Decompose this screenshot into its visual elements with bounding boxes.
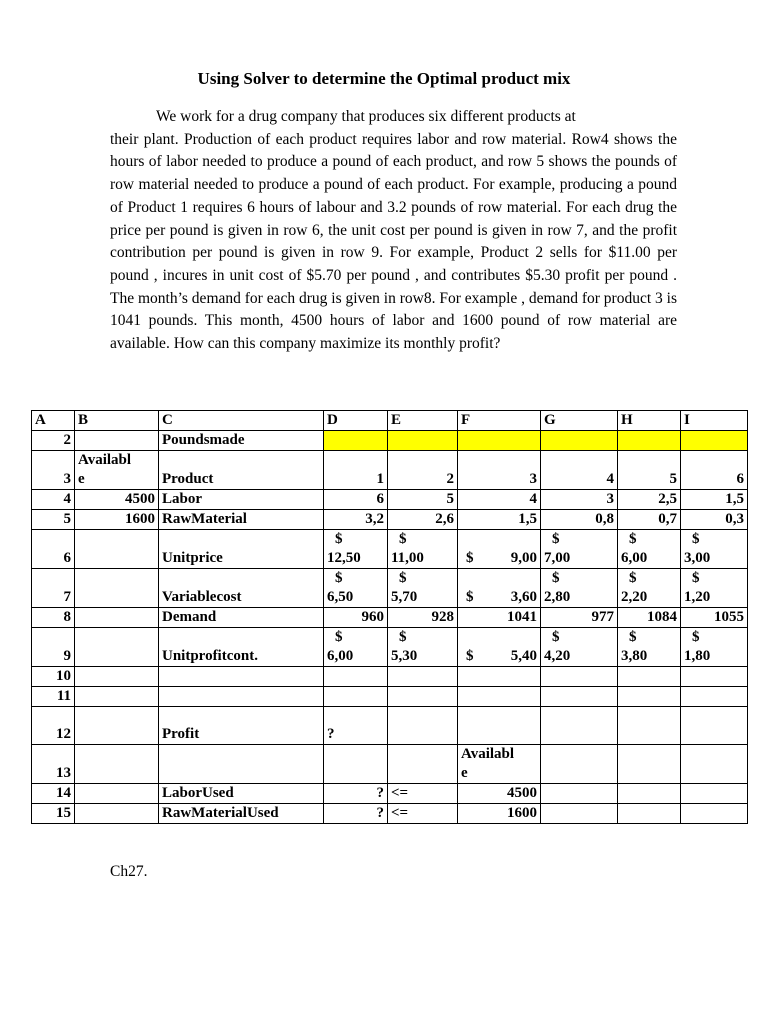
cell: 4500	[75, 490, 159, 510]
row-label: Product	[159, 451, 324, 490]
row-label: Profit	[159, 707, 324, 745]
cell	[618, 804, 681, 824]
money-value: 1,20	[684, 589, 711, 605]
money-cell	[681, 530, 748, 569]
currency-symbol: $	[466, 589, 474, 605]
currency-symbol: $	[335, 531, 343, 547]
row-number: 3	[32, 451, 75, 490]
cell: 1041	[458, 608, 541, 628]
cell	[324, 667, 388, 687]
cell: 0,8	[541, 510, 618, 530]
cell	[75, 804, 159, 824]
profit-cell: ?	[324, 707, 388, 745]
row-label: Unitprice	[159, 530, 324, 569]
paragraph-line: $5.30 profit per pound . The month’s demand for each drug is given in row8.	[110, 266, 678, 307]
row-number: 6	[32, 530, 75, 569]
money-cell	[458, 530, 541, 569]
cell	[618, 687, 681, 707]
cell	[618, 745, 681, 784]
row-number: 13	[32, 745, 75, 784]
row-label: Poundsmade	[159, 431, 324, 451]
cell: 977	[541, 608, 618, 628]
cell	[75, 530, 159, 569]
cell	[681, 687, 748, 707]
cell	[388, 745, 458, 784]
table-row	[32, 628, 748, 667]
paragraph-line: contribution per pound is given in row 9. For example, Product 2 sells for	[110, 244, 602, 262]
column-header: E	[388, 411, 458, 431]
cell: 6	[681, 451, 748, 490]
decision-cell	[388, 431, 458, 451]
cell	[75, 687, 159, 707]
row-label: Variablecost	[159, 569, 324, 608]
cell	[681, 707, 748, 745]
money-value: 3,60	[510, 589, 537, 605]
currency-symbol: $	[629, 629, 637, 645]
cell	[75, 707, 159, 745]
currency-symbol: $	[399, 570, 407, 586]
cell	[159, 745, 324, 784]
table-row	[32, 608, 748, 628]
money-cell	[324, 530, 388, 569]
cell: 1	[324, 451, 388, 490]
cell	[681, 745, 748, 784]
money-value: 12,50	[327, 550, 361, 566]
cell-line: Availabl	[78, 452, 132, 468]
cell	[388, 687, 458, 707]
cell-line: e	[461, 765, 468, 781]
money-value: 4,20	[544, 648, 571, 664]
money-value: 3,80	[621, 648, 648, 664]
decision-cell	[618, 431, 681, 451]
table-row	[32, 510, 748, 530]
cell: 928	[388, 608, 458, 628]
row-label: Labor	[159, 490, 324, 510]
paragraph-line: labour and 3.2 pounds of row material. For each drug the price per pound is	[110, 198, 678, 239]
row-label: LaborUsed	[159, 784, 324, 804]
cell: 0,7	[618, 510, 681, 530]
money-value: 6,50	[327, 589, 354, 605]
money-value: 5,30	[391, 648, 418, 664]
paragraph-line: product. For example, producing a pound of Product 1 requires 6 hours of	[110, 176, 678, 216]
table-row	[32, 687, 748, 707]
currency-symbol: $	[466, 648, 474, 664]
money-cell	[388, 569, 458, 608]
money-value: 2,80	[544, 589, 571, 605]
money-cell	[388, 628, 458, 667]
money-cell	[541, 530, 618, 569]
currency-symbol: $	[629, 531, 637, 547]
cell	[75, 569, 159, 608]
cell	[541, 784, 618, 804]
cell: ?	[324, 804, 388, 824]
chapter-footer: Ch27.	[110, 863, 148, 880]
cell: 1084	[618, 608, 681, 628]
cell: 5	[618, 451, 681, 490]
table-row	[32, 804, 748, 824]
table-row	[32, 784, 748, 804]
row-number: 11	[32, 687, 75, 707]
table-row	[32, 707, 748, 745]
row-number: 14	[32, 784, 75, 804]
cell: 3	[541, 490, 618, 510]
money-cell	[324, 569, 388, 608]
cell-line: Availabl	[461, 746, 515, 762]
row-number: 4	[32, 490, 75, 510]
document-title: Using Solver to determine the Optimal product mix	[197, 69, 571, 88]
table-row	[32, 490, 748, 510]
cell: <=	[388, 804, 458, 824]
decision-cell	[541, 431, 618, 451]
money-cell	[618, 569, 681, 608]
paragraph-line: maximize its monthly profit?	[320, 335, 501, 353]
cell: 1,5	[681, 490, 748, 510]
paragraph-line: shows the hours of labor needed to produce a pound of each product, and row	[110, 130, 677, 171]
row-number: 12	[32, 707, 75, 745]
cell	[458, 687, 541, 707]
cell	[618, 784, 681, 804]
currency-symbol: $	[335, 629, 343, 645]
money-value: 6,00	[621, 550, 648, 566]
row-number: 8	[32, 608, 75, 628]
money-cell	[681, 569, 748, 608]
cell	[75, 667, 159, 687]
money-value: 5,40	[510, 648, 537, 664]
money-cell	[458, 628, 541, 667]
header-row	[32, 411, 748, 431]
cell: 960	[324, 608, 388, 628]
currency-symbol: $	[399, 629, 407, 645]
column-header: D	[324, 411, 388, 431]
column-header: G	[541, 411, 618, 431]
row-number: 9	[32, 628, 75, 667]
money-cell	[388, 530, 458, 569]
currency-symbol: $	[692, 570, 700, 586]
problem-paragraph	[110, 106, 677, 356]
money-value: 1,80	[684, 648, 711, 664]
money-value: 11,00	[391, 550, 424, 566]
column-header: I	[681, 411, 748, 431]
paragraph-line: their plant. Production of each product requires labor and row material. Row4	[110, 130, 609, 148]
row-number: 10	[32, 667, 75, 687]
money-value: 2,20	[621, 589, 648, 605]
cell: 3,2	[324, 510, 388, 530]
paragraph-line: For example , demand for product 3 is 1041 pounds. This month, 4500 hours	[110, 289, 678, 330]
money-value: 5,70	[391, 589, 418, 605]
currency-symbol: $	[552, 531, 560, 547]
column-header: H	[618, 411, 681, 431]
currency-symbol: $	[335, 570, 343, 586]
cell	[75, 431, 159, 451]
currency-symbol: $	[466, 550, 474, 566]
cell	[541, 804, 618, 824]
money-cell	[618, 530, 681, 569]
column-header: B	[75, 411, 159, 431]
cell	[541, 667, 618, 687]
row-label: RawMaterial	[159, 510, 324, 530]
cell	[681, 784, 748, 804]
currency-symbol: $	[692, 629, 700, 645]
money-cell	[541, 569, 618, 608]
cell	[541, 745, 618, 784]
paragraph-line: of labor and 1600 pound of row material are available. How can this company	[110, 312, 677, 353]
money-cell	[458, 569, 541, 608]
currency-symbol: $	[629, 570, 637, 586]
cell	[618, 707, 681, 745]
cell	[541, 687, 618, 707]
cell	[458, 667, 541, 687]
table-row	[32, 451, 748, 490]
currency-symbol: $	[399, 531, 407, 547]
paragraph-line: We work for a drug company that produces six different products at	[156, 108, 576, 125]
money-cell	[324, 628, 388, 667]
cell: 5	[388, 490, 458, 510]
paragraph-line: given in row 6, the unit cost per pound is given in row 7, and the profit	[227, 221, 678, 239]
cell	[159, 687, 324, 707]
cell	[324, 687, 388, 707]
row-number: 7	[32, 569, 75, 608]
money-value: 6,00	[327, 648, 354, 664]
cell: 6	[324, 490, 388, 510]
table-row	[32, 530, 748, 569]
cell	[541, 707, 618, 745]
cell: 4	[541, 451, 618, 490]
cell	[324, 745, 388, 784]
cell: 0,3	[681, 510, 748, 530]
cell	[75, 608, 159, 628]
currency-symbol: $	[692, 531, 700, 547]
currency-symbol: $	[552, 570, 560, 586]
cell: 1055	[681, 608, 748, 628]
cell	[681, 804, 748, 824]
cell: 3	[458, 451, 541, 490]
cell	[75, 745, 159, 784]
paragraph-line: 5 shows the pounds of row material needed to produce a pound of each	[110, 153, 678, 194]
row-number: 5	[32, 510, 75, 530]
table-row	[32, 667, 748, 687]
cell	[75, 451, 159, 490]
cell	[458, 707, 541, 745]
cell: 2,5	[618, 490, 681, 510]
spreadsheet-table	[31, 410, 748, 824]
row-number: 15	[32, 804, 75, 824]
row-label: Demand	[159, 608, 324, 628]
cell: 1600	[75, 510, 159, 530]
table-row	[32, 431, 748, 451]
column-header: A	[32, 411, 75, 431]
cell	[75, 784, 159, 804]
cell: 1,5	[458, 510, 541, 530]
cell: ?	[324, 784, 388, 804]
cell: 4500	[458, 784, 541, 804]
cell	[388, 707, 458, 745]
cell	[681, 667, 748, 687]
cell	[159, 667, 324, 687]
money-value: 9,00	[510, 550, 537, 566]
cell: 4	[458, 490, 541, 510]
table-row	[32, 745, 748, 784]
money-cell	[541, 628, 618, 667]
cell-line: e	[78, 471, 85, 487]
cell	[618, 667, 681, 687]
currency-symbol: $	[552, 629, 560, 645]
money-cell	[618, 628, 681, 667]
row-label: RawMaterialUsed	[159, 804, 324, 824]
cell: 1600	[458, 804, 541, 824]
cell	[458, 745, 541, 784]
paragraph-line: $11.00 per pound , incures in unit cost of $5.70 per pound , and contributes	[110, 244, 678, 284]
money-value: 7,00	[544, 550, 571, 566]
money-cell	[681, 628, 748, 667]
row-number: 2	[32, 431, 75, 451]
decision-cell	[458, 431, 541, 451]
column-header: C	[159, 411, 324, 431]
cell: 2	[388, 451, 458, 490]
column-header: F	[458, 411, 541, 431]
row-label: Unitprofitcont.	[159, 628, 324, 667]
cell: <=	[388, 784, 458, 804]
decision-cell	[324, 431, 388, 451]
decision-cell	[681, 431, 748, 451]
cell: 2,6	[388, 510, 458, 530]
table-row	[32, 569, 748, 608]
cell	[388, 667, 458, 687]
money-value: 3,00	[684, 550, 711, 566]
cell	[75, 628, 159, 667]
